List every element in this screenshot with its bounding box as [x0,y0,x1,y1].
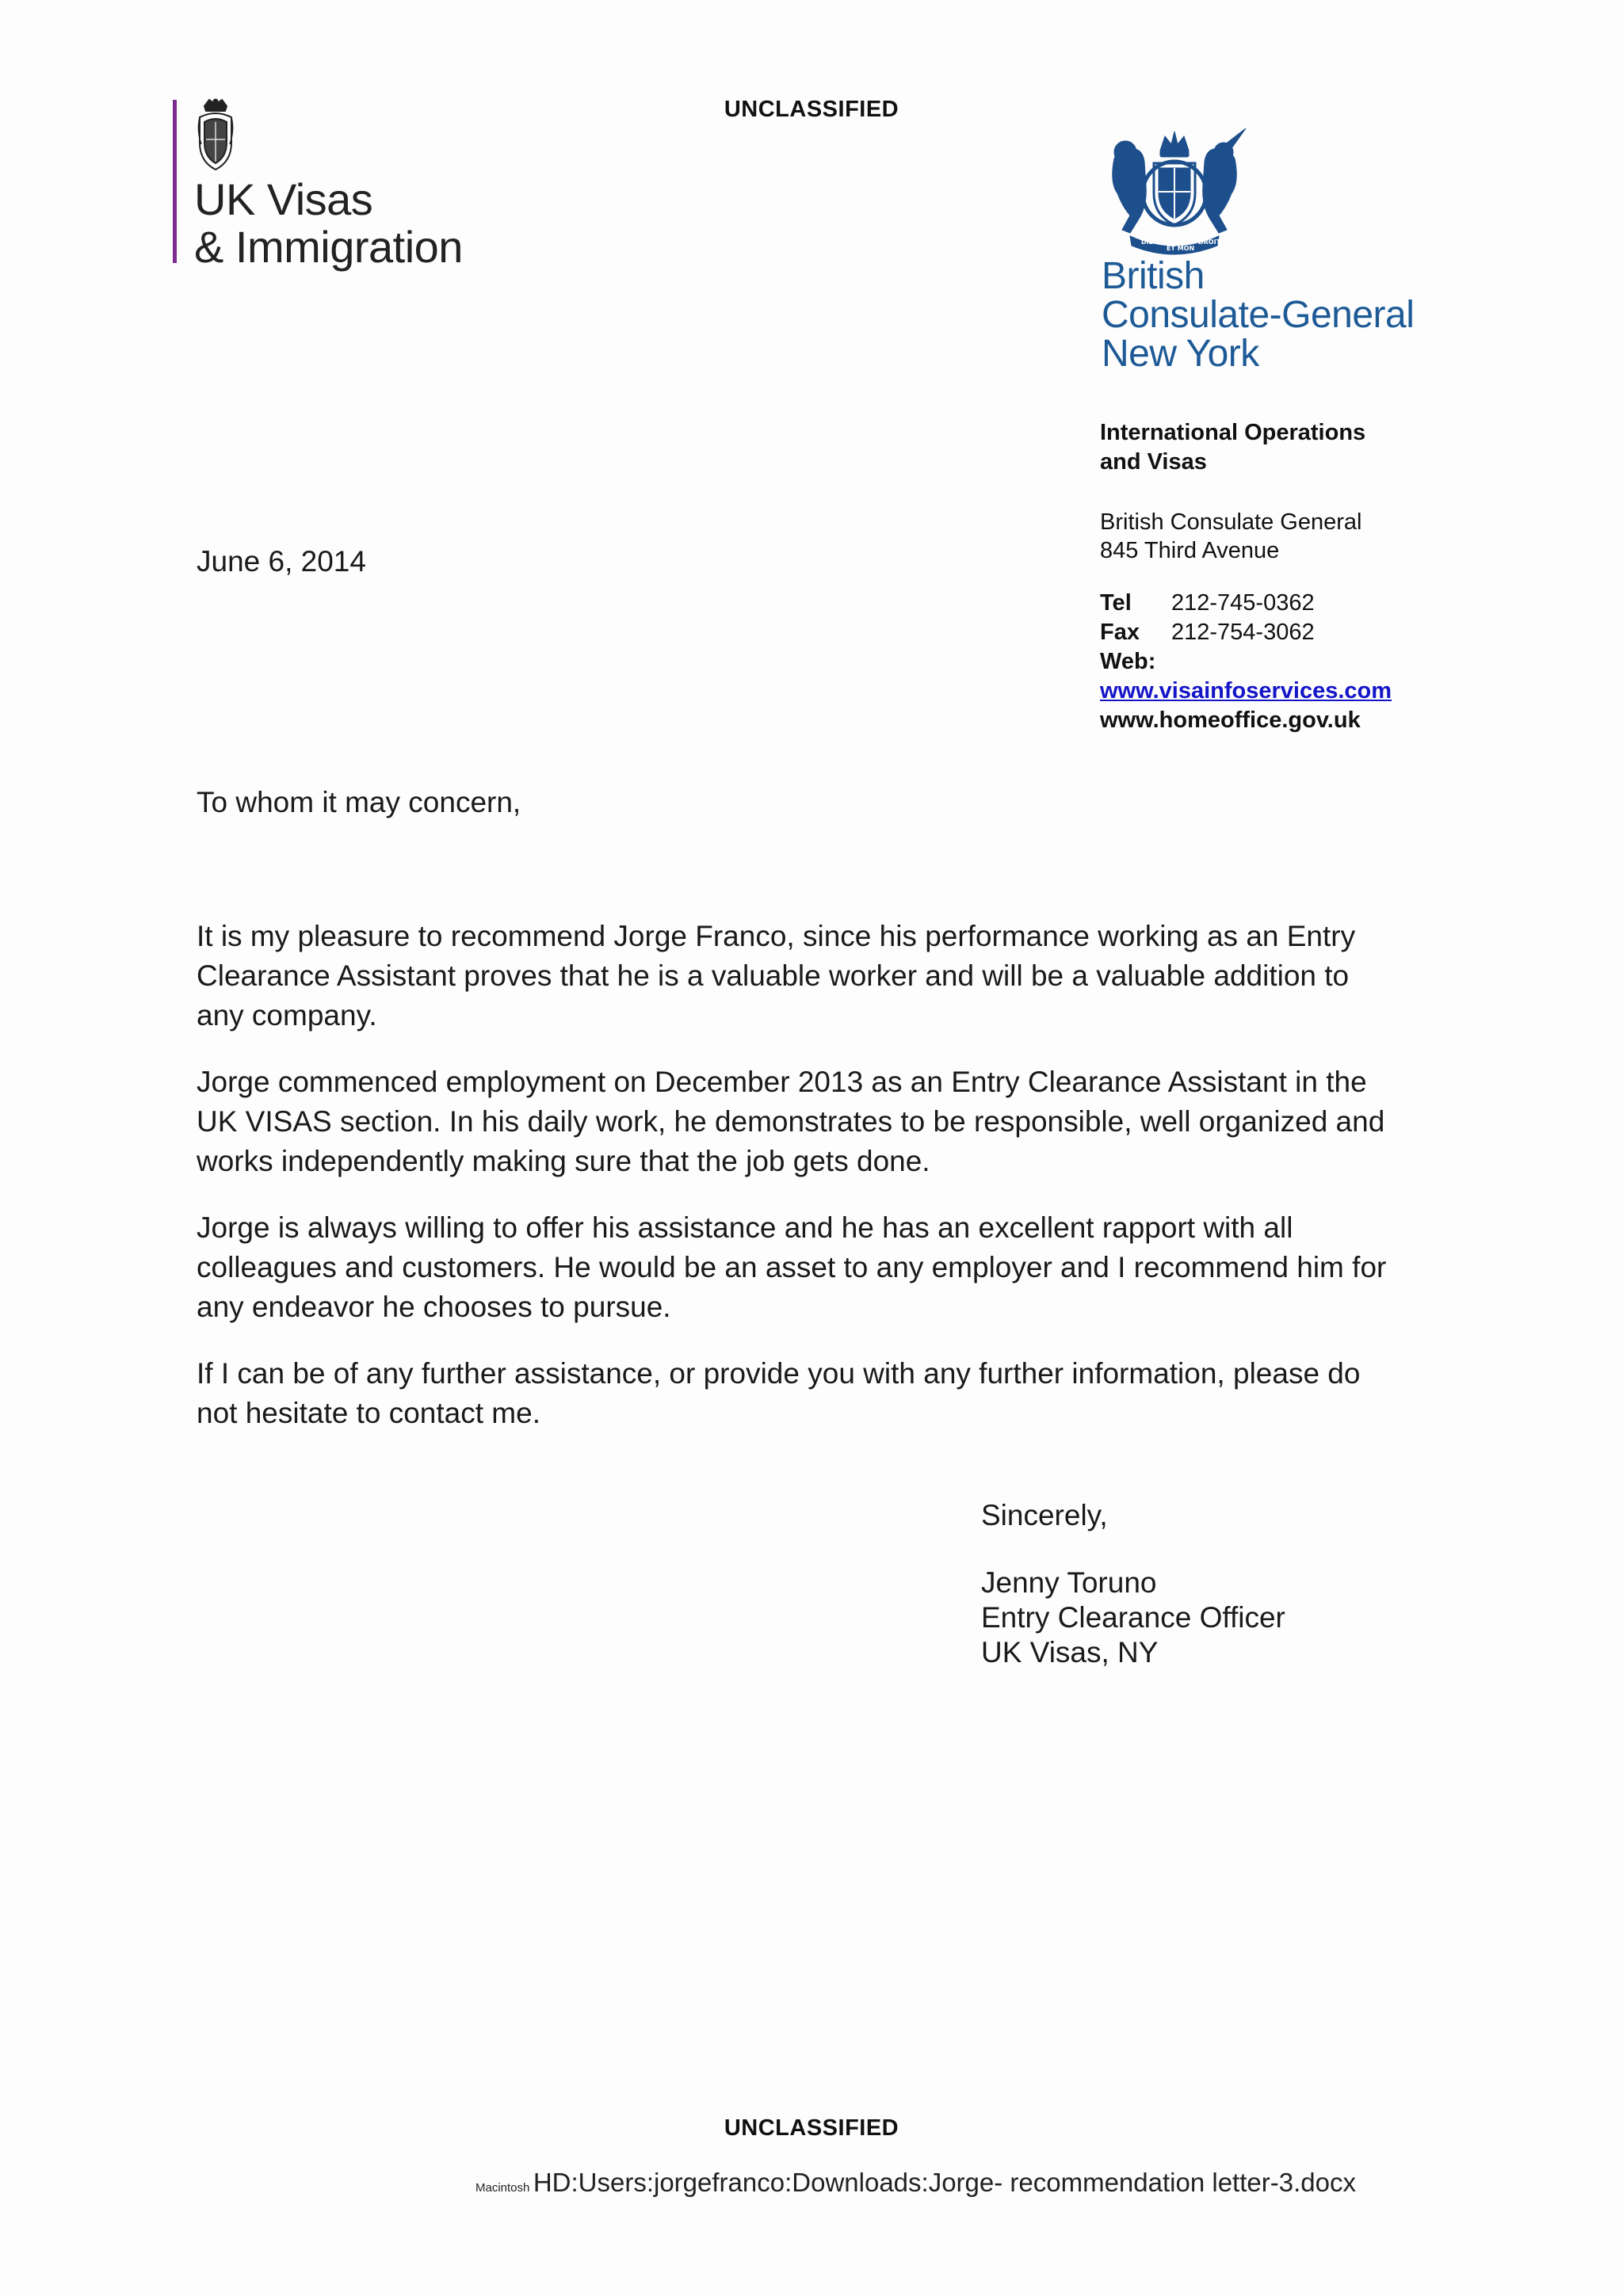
consulate-logo-text [1102,257,1414,373]
consulate-logo-line1: British [1102,255,1205,297]
department-title [1100,418,1465,477]
web-label: Web: [1100,649,1156,674]
ukvi-logo-line2: & Immigration [194,222,463,272]
body-paragraph-4: If I can be of any further assistance, or provide you with any further information, please do not hesitate to contact me. [197,1357,1361,1429]
fax-label: Fax [1100,620,1140,645]
address-line2: 845 Third Avenue [1100,538,1280,563]
signature-block [981,1566,1285,1670]
signer-name: Jenny Toruno [981,1566,1157,1599]
consulate-logo-line2: Consulate-General [1102,294,1415,336]
coat-of-arms-icon [1098,127,1251,254]
footer-path-prefix: Macintosh [475,2181,530,2195]
postal-address [1100,508,1465,565]
svg-text:ET MON: ET MON [1167,245,1195,252]
footer-path-main: HD:Users:jorgefranco:Downloads:Jorge- recommendation letter-3.docx [533,2168,1356,2197]
ukvi-accent-bar [173,100,177,263]
classification-header: UNCLASSIFIED [724,97,899,122]
tel-value: 212-745-0362 [1171,590,1315,616]
sender-address-block [1100,418,1465,735]
body-paragraph-2: Jorge commenced employment on December 2013 as an Entry Clearance Assistant in the UK VISAS section. In his daily work, he demonstrates to be responsible, well organized and works independently making sure that the job gets done. [197,1066,1385,1177]
consulate-logo-line3: New York [1102,333,1259,375]
fax-value: 212-754-3062 [1171,620,1315,645]
signer-office: UK Visas, NY [981,1636,1159,1669]
royal-crest-icon [193,98,238,173]
classification-footer: UNCLASSIFIED [724,2115,899,2141]
svg-text:DIEU: DIEU [1141,238,1159,246]
footer-file-path [475,2167,1356,2197]
signer-title: Entry Clearance Officer [981,1601,1285,1634]
visainfoservices-link[interactable]: www.visainfoservices.com [1100,678,1392,704]
tel-row [1100,589,1465,618]
ukvi-logo [173,98,506,273]
contact-details [1100,589,1465,735]
body-paragraph-3: Jorge is always willing to offer his assistance and he has an excellent rapport with all colleagues and customers. He would be an asset to any employer and I recommend him for any endeavor he chooses to pursue. [197,1211,1387,1323]
signoff: Sincerely, [981,1499,1108,1531]
body-paragraph-1: It is my pleasure to recommend Jorge Franco, since his performance working as an Entry Clearance Assistant proves that he is a valuable worker and will be a valuable addition to any company. [197,920,1356,1032]
salutation: To whom it may concern, [197,786,521,818]
department-title-line1: International Operations [1100,420,1366,445]
svg-text:DROIT: DROIT [1198,238,1221,246]
tel-label: Tel [1100,590,1132,616]
letter-body [197,917,1433,1460]
homeoffice-web-address: www.homeoffice.gov.uk [1100,707,1361,733]
ukvi-logo-line1: UK Visas [194,174,373,224]
department-title-line2: and Visas [1100,449,1207,475]
fax-row [1100,618,1465,647]
letter-date: June 6, 2014 [197,545,366,578]
address-line1: British Consulate General [1100,509,1362,535]
